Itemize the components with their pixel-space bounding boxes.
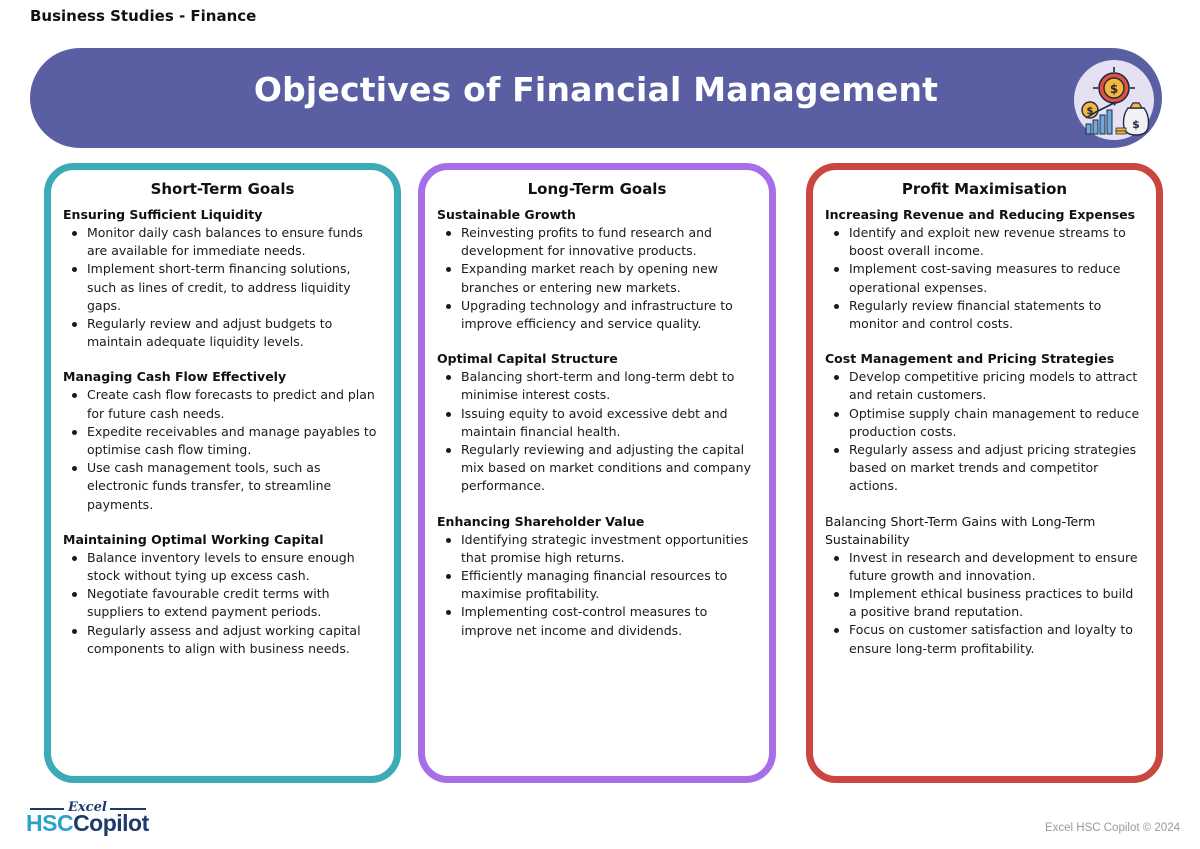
list-item: Optimise supply chain management to reduce production costs. <box>825 405 1144 441</box>
list-item: Expedite receivables and manage payables to optimise cash flow timing. <box>63 423 382 459</box>
section-heading: Balancing Short-Term Gains with Long-Term Sustainability <box>825 513 1096 547</box>
section <box>825 350 1144 495</box>
logo-wordmark <box>26 810 149 837</box>
bullet-list <box>63 386 382 513</box>
section-heading: Maintaining Optimal Working Capital <box>63 531 324 547</box>
section <box>437 350 757 495</box>
section <box>63 368 382 513</box>
title-banner <box>30 48 1162 148</box>
list-item: Reinvesting profits to fund research and development for innovative products. <box>437 224 757 260</box>
list-item: Develop competitive pricing models to attract and retain customers. <box>825 368 1144 404</box>
bullet-list <box>437 531 757 640</box>
list-item: Invest in research and development to ensure future growth and innovation. <box>825 549 1144 585</box>
svg-text:$: $ <box>1109 82 1119 96</box>
section-heading: Optimal Capital Structure <box>437 351 618 367</box>
section <box>437 513 757 640</box>
section-heading: Sustainable Growth <box>437 207 576 222</box>
list-item: Regularly assess and adjust pricing strategies based on market trends and competitor actions. <box>825 441 1144 496</box>
section-heading: Managing Cash Flow Effectively <box>63 369 287 385</box>
list-item: Balance inventory levels to ensure enough stock without tying up excess cash. <box>63 549 382 585</box>
bullet-list <box>825 549 1144 658</box>
logo-hsc-text: HSC <box>26 810 74 836</box>
logo-copilot-text: Copilot <box>73 810 149 836</box>
section <box>63 531 382 658</box>
section <box>825 513 1144 658</box>
list-item: Implementing cost-control measures to improve net income and dividends. <box>437 603 757 639</box>
bullet-list <box>825 224 1144 333</box>
long-term-goals-card <box>418 163 776 783</box>
bullet-list <box>63 549 382 658</box>
card-title: Profit Maximisation <box>901 180 1068 198</box>
card-title: Short-Term Goals <box>150 180 295 198</box>
copyright-text: Excel HSC Copilot © 2024 <box>1044 822 1180 834</box>
section <box>825 206 1144 333</box>
bullet-list <box>825 368 1144 495</box>
list-item: Upgrading technology and infrastructure to improve efficiency and service quality. <box>437 297 757 333</box>
section-heading: Enhancing Shareholder Value <box>437 513 645 529</box>
brand-logo <box>26 800 156 840</box>
svg-text:$: $ <box>1086 106 1094 117</box>
list-item: Regularly assess and adjust working capital components to align with business needs. <box>63 622 382 658</box>
list-item: Implement short-term financing solutions, such as lines of credit, to address liquidity gaps. <box>63 260 382 315</box>
list-item: Expanding market reach by opening new branches or entering new markets. <box>437 260 757 296</box>
list-item: Regularly review financial statements to monitor and control costs. <box>825 297 1144 333</box>
list-item: Implement ethical business practices to build a positive brand reputation. <box>825 585 1144 621</box>
short-term-goals-card <box>44 163 401 783</box>
profit-maximisation-card <box>806 163 1163 783</box>
bullet-list <box>437 368 757 495</box>
list-item: Balancing short-term and long-term debt to minimise interest costs. <box>437 368 757 404</box>
card-title: Long-Term Goals <box>527 180 667 198</box>
list-item: Implement cost-saving measures to reduce operational expenses. <box>825 260 1144 296</box>
list-item: Regularly review and adjust budgets to maintain adequate liquidity levels. <box>63 315 382 351</box>
section-heading: Cost Management and Pricing Strategies <box>825 351 1115 367</box>
list-item: Focus on customer satisfaction and loyalty to ensure long-term profitability. <box>825 621 1144 657</box>
section-heading: Increasing Revenue and Reducing Expenses <box>825 207 1136 222</box>
section <box>437 206 757 333</box>
logo-excel-text: Excel <box>68 800 107 815</box>
svg-text:$: $ <box>1132 118 1140 131</box>
list-item: Create cash flow forecasts to predict and plan for future cash needs. <box>63 386 382 422</box>
section-heading: Ensuring Sufficient Liquidity <box>63 207 263 222</box>
list-item: Efficiently managing financial resources to maximise profitability. <box>437 567 757 603</box>
list-item: Identifying strategic investment opportunities that promise high returns. <box>437 531 757 567</box>
list-item: Issuing equity to avoid excessive debt and maintain financial health. <box>437 405 757 441</box>
list-item: Regularly reviewing and adjusting the capital mix based on market conditions and company performance. <box>437 441 757 496</box>
finance-growth-icon <box>1072 58 1156 142</box>
list-item: Identify and exploit new revenue streams to boost overall income. <box>825 224 1144 260</box>
list-item: Negotiate favourable credit terms with suppliers to extend payment periods. <box>63 585 382 621</box>
page-title: Objectives of Financial Management <box>253 70 939 109</box>
bullet-list <box>437 224 757 333</box>
subject-label: Business Studies - Finance <box>30 7 257 25</box>
bullet-list <box>63 224 382 351</box>
section <box>63 206 382 351</box>
list-item: Use cash management tools, such as electronic funds transfer, to streamline payments. <box>63 459 382 514</box>
list-item: Monitor daily cash balances to ensure funds are available for immediate needs. <box>63 224 382 260</box>
